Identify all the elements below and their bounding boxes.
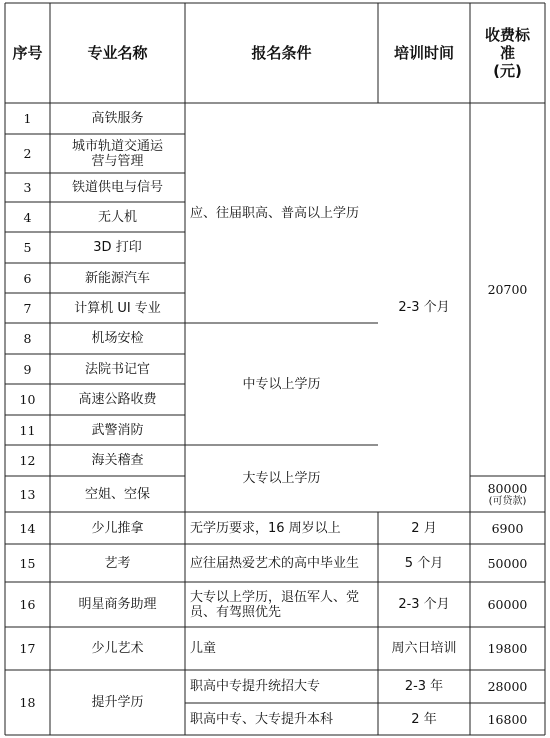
requirement-cell-group-3: 大专以上学历 (242, 471, 321, 486)
seq-cell: 17 (19, 641, 36, 656)
fee-value: 80000 (487, 480, 528, 496)
seq-cell: 2 (23, 146, 32, 161)
header-seq: 序号 (12, 44, 43, 62)
duration-cell-merged: 2-3 个月 (398, 300, 450, 315)
major-cell: 无人机 (97, 209, 137, 225)
fee-cell-row-13 (470, 476, 545, 512)
seq-cell: 16 (19, 597, 36, 612)
major-cell: 机场安检 (91, 331, 144, 346)
fee-cell: 50000 (487, 555, 528, 571)
seq-cell: 18 (19, 695, 36, 710)
header-fee-line3: (元) (493, 62, 522, 80)
seq-cell: 3 (23, 180, 32, 195)
seq-cell: 4 (23, 209, 32, 225)
seq-cell: 8 (23, 331, 32, 346)
major-cell: 空姐、空保 (84, 486, 150, 502)
fee-cell: 6900 (491, 520, 524, 536)
header-requirement: 报名条件 (251, 44, 312, 62)
major-cell: 高铁服务 (91, 111, 144, 126)
duration-cell: 周六日培训 (391, 641, 457, 656)
seq-cell: 11 (19, 422, 36, 438)
duration-cell: 2-3 个月 (398, 597, 450, 612)
duration-cell: 2-3 年 (404, 679, 444, 694)
header-major: 专业名称 (87, 44, 148, 62)
seq-cell: 9 (23, 361, 32, 377)
major-cell: 明星商务助理 (78, 597, 157, 612)
duration-cell: 2 年 (411, 711, 437, 727)
header-fee-line1: 收费标 (484, 26, 530, 44)
fee-cell: 60000 (487, 597, 528, 612)
requirement-cell-group-2: 中专以上学历 (242, 376, 321, 392)
seq-cell: 12 (19, 453, 36, 468)
fee-cell: 28000 (487, 679, 528, 694)
major-cell: 提升学历 (91, 695, 144, 710)
major-cell: 海关稽查 (91, 453, 144, 468)
requirement-cell: 职高中专、大专提升本科 (190, 711, 334, 727)
major-cell: 城市轨道交通运营与管理 (71, 138, 163, 169)
seq-cell: 10 (19, 392, 36, 407)
seq-cell: 13 (19, 486, 36, 502)
seq-cell: 7 (23, 300, 32, 316)
requirement-cell: 职高中专提升统招大专 (190, 679, 321, 694)
major-cell: 铁道供电与信号 (71, 180, 163, 195)
fee-cell: 19800 (487, 641, 528, 656)
requirement-cell: 应往届热爱艺术的高中毕业生 (190, 555, 360, 571)
major-cell: 新能源汽车 (84, 270, 150, 286)
major-cell: 艺考 (104, 555, 131, 571)
seq-cell: 6 (23, 270, 32, 286)
header-fee-line2: 准 (499, 44, 515, 62)
major-cell: 高速公路收费 (78, 392, 157, 407)
seq-cell: 1 (23, 111, 32, 126)
major-cell: 法院书记官 (84, 361, 150, 377)
fee-cell-merged: 20700 (487, 282, 528, 297)
requirement-cell: 大专以上学历，退伍军人、党员、有驾照优先 (190, 589, 360, 620)
duration-cell: 5 个月 (404, 555, 444, 571)
seq-cell: 15 (19, 555, 36, 571)
header-duration: 培训时间 (393, 44, 454, 62)
fee-note: (可贷款) (488, 495, 527, 507)
requirement-cell: 无学历要求，16 周岁以上 (190, 520, 341, 536)
major-cell: 3D 打印 (93, 240, 142, 255)
seq-cell: 14 (19, 520, 36, 536)
seq-cell: 5 (23, 240, 32, 255)
major-cell: 计算机 UI 专业 (74, 300, 161, 316)
major-cell: 少儿推拿 (91, 520, 144, 536)
header-fee (470, 3, 545, 103)
duration-cell: 2 月 (411, 520, 437, 536)
requirement-cell-group-1: 应、往届职高、普高以上学历 (190, 205, 360, 221)
fee-cell: 16800 (487, 711, 528, 727)
major-cell: 武警消防 (91, 422, 144, 438)
major-cell: 少儿艺术 (91, 641, 144, 656)
requirement-cell: 儿童 (190, 641, 217, 656)
